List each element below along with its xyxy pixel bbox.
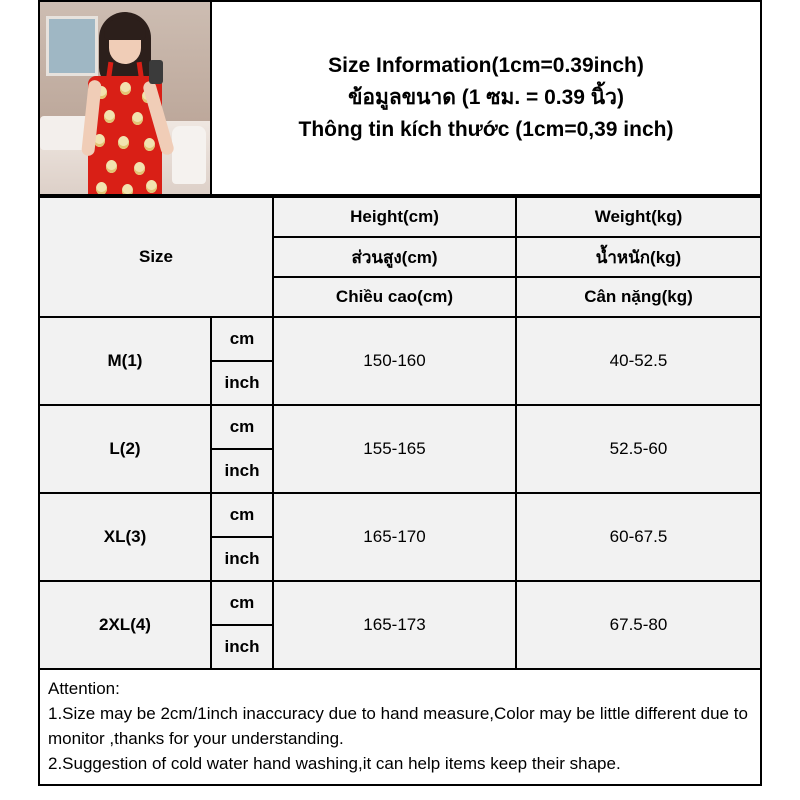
table-row [39, 317, 761, 361]
attention-line-2: 2.Suggestion of cold water hand washing,it can help items keep their shape. [48, 754, 621, 773]
header-height-en: Height(cm) [273, 197, 516, 237]
title-line-vietnamese: Thông tin kích thước (1cm=0,39 inch) [298, 118, 674, 141]
header-height-th: ส่วนสูง(cm) [273, 237, 516, 277]
unit-inch: inch [211, 537, 273, 581]
row-weight-value: 60-67.5 [516, 493, 761, 581]
header-size: Size [39, 197, 273, 317]
unit-cm: cm [211, 405, 273, 449]
unit-inch: inch [211, 449, 273, 493]
attention-line-1: 1.Size may be 2cm/1inch inaccuracy due to hand measure,Color may be little different due to monitor ,thanks for your understanding. [48, 704, 748, 748]
header-weight-en: Weight(kg) [516, 197, 761, 237]
row-weight-value: 67.5-80 [516, 581, 761, 669]
row-size-label: M(1) [39, 317, 211, 405]
photo-model [77, 6, 173, 194]
table-row [39, 493, 761, 537]
attention-block [38, 670, 762, 786]
product-photo [40, 2, 210, 194]
unit-inch: inch [211, 361, 273, 405]
table-header-row-en [39, 197, 761, 237]
header-height-vi: Chiều cao(cm) [273, 277, 516, 317]
photo-model-bangs [104, 18, 146, 40]
row-height-value: 165-170 [273, 493, 516, 581]
header-weight-th: น้ำหนัก(kg) [516, 237, 761, 277]
unit-cm: cm [211, 317, 273, 361]
row-size-label: 2XL(4) [39, 581, 211, 669]
row-weight-value: 40-52.5 [516, 317, 761, 405]
table-row [39, 581, 761, 625]
row-weight-value: 52.5-60 [516, 405, 761, 493]
title-line-english: Size Information(1cm=0.39inch) [328, 54, 644, 77]
title-line-thai: ข้อมูลขนาด (1 ซม. = 0.39 นิ้ว) [348, 86, 624, 109]
row-size-label: XL(3) [39, 493, 211, 581]
header-weight-vi: Cân nặng(kg) [516, 277, 761, 317]
row-size-label: L(2) [39, 405, 211, 493]
unit-cm: cm [211, 581, 273, 625]
product-photo-cell [40, 2, 212, 194]
row-height-value: 150-160 [273, 317, 516, 405]
attention-heading: Attention: [48, 679, 120, 698]
photo-toilet [172, 126, 206, 184]
header-row [38, 0, 762, 196]
photo-phone [149, 60, 163, 84]
row-height-value: 165-173 [273, 581, 516, 669]
unit-inch: inch [211, 625, 273, 669]
table-row [39, 405, 761, 449]
size-table [38, 196, 762, 670]
row-height-value: 155-165 [273, 405, 516, 493]
unit-cm: cm [211, 493, 273, 537]
title-block [212, 2, 760, 194]
